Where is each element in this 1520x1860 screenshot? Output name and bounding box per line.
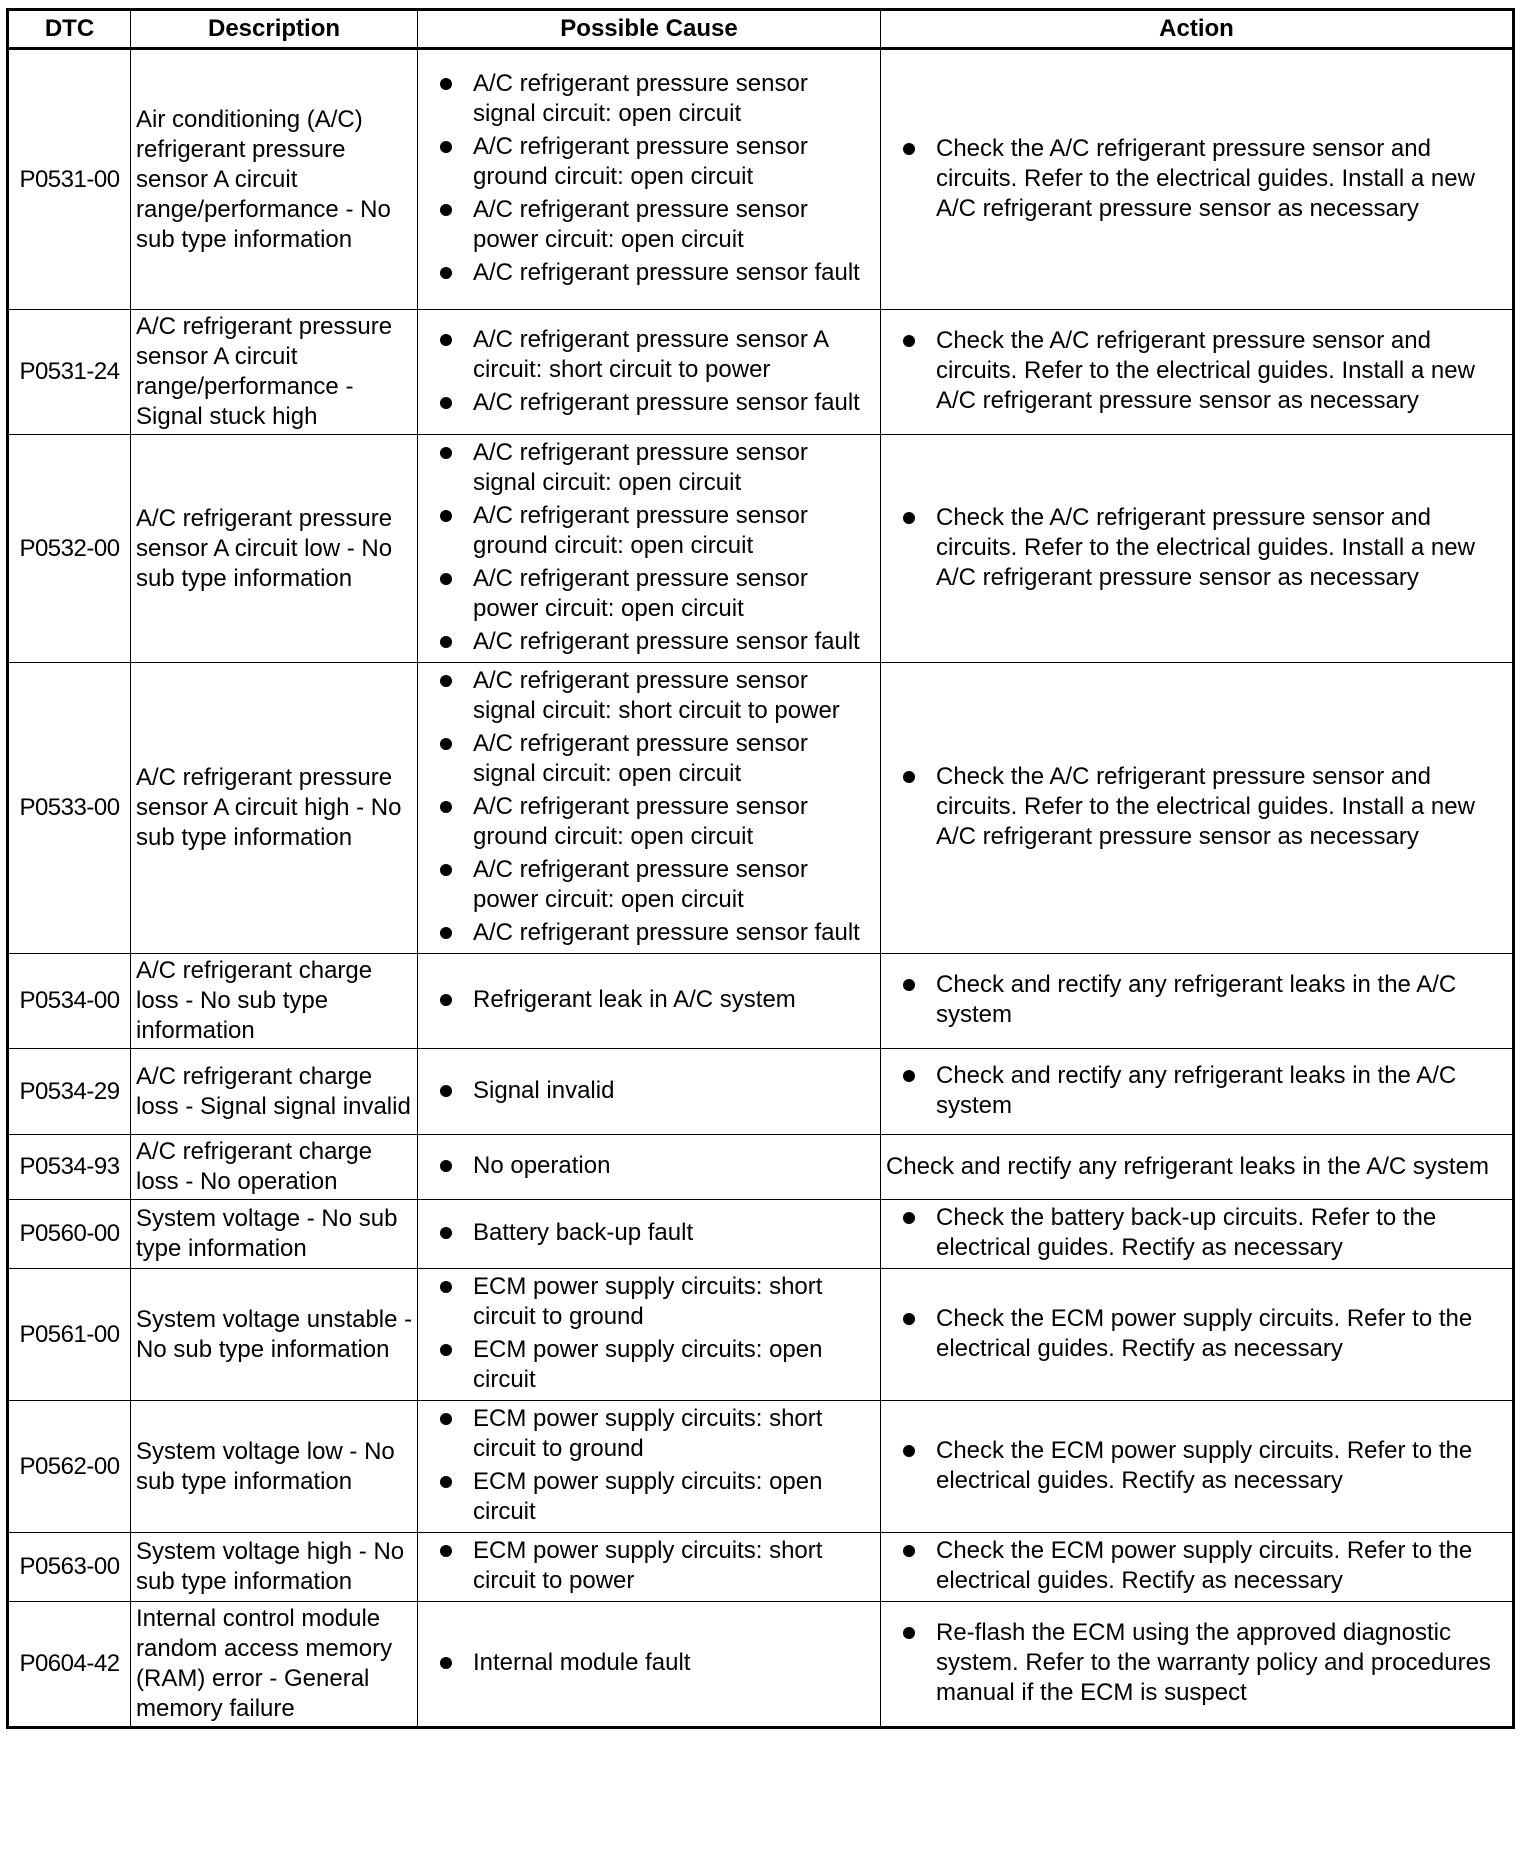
table-row xyxy=(8,310,1514,435)
action-list xyxy=(881,1058,1512,1126)
action-cell xyxy=(881,1135,1514,1200)
action-item: Check the A/C refrigerant pressure sensor and circuits. Refer to the electrical guides. Install a new A/C refrigerant pressure sensor as necessary xyxy=(936,326,1504,416)
dtc-code: P0534-29 xyxy=(8,1049,131,1135)
possible-cause-item: A/C refrigerant pressure sensor signal circuit: short circuit to power xyxy=(473,666,872,726)
possible-cause-item: A/C refrigerant pressure sensor A circuit: short circuit to power xyxy=(473,325,872,385)
possible-cause-item: A/C refrigerant pressure sensor fault xyxy=(473,627,872,657)
dtc-code: P0531-24 xyxy=(8,310,131,435)
action-cell xyxy=(881,1602,1514,1728)
possible-cause-item: A/C refrigerant pressure sensor fault xyxy=(473,258,872,288)
action-item: Check and rectify any refrigerant leaks in the A/C system xyxy=(936,970,1504,1030)
action-cell xyxy=(881,1269,1514,1401)
possible-cause-cell xyxy=(418,1401,881,1533)
action-text: Check and rectify any refrigerant leaks in the A/C system xyxy=(886,1153,1489,1180)
possible-cause-list xyxy=(418,1073,880,1111)
dtc-code: P0531-00 xyxy=(8,49,131,310)
action-list xyxy=(881,131,1512,229)
dtc-code: P0534-00 xyxy=(8,954,131,1049)
possible-cause-item: A/C refrigerant pressure sensor signal circuit: open circuit xyxy=(473,729,872,789)
table-header-row xyxy=(8,10,1514,49)
action-cell xyxy=(881,954,1514,1049)
dtc-description: System voltage unstable - No sub type information xyxy=(131,1269,418,1401)
action-list xyxy=(881,1615,1512,1713)
table-row xyxy=(8,1602,1514,1728)
header-possible-cause: Possible Cause xyxy=(418,10,881,49)
possible-cause-list xyxy=(418,663,880,953)
possible-cause-list xyxy=(418,435,880,662)
possible-cause-cell xyxy=(418,1533,881,1602)
header-description: Description xyxy=(131,10,418,49)
table-row xyxy=(8,1049,1514,1135)
action-list xyxy=(881,1433,1512,1501)
possible-cause-item: A/C refrigerant pressure sensor fault xyxy=(473,918,872,948)
possible-cause-item: Battery back-up fault xyxy=(473,1218,872,1248)
dtc-description: A/C refrigerant charge loss - Signal signal invalid xyxy=(131,1049,418,1135)
table-row xyxy=(8,1200,1514,1269)
dtc-code: P0533-00 xyxy=(8,663,131,954)
possible-cause-item: A/C refrigerant pressure sensor ground circuit: open circuit xyxy=(473,132,872,192)
possible-cause-cell xyxy=(418,1135,881,1200)
possible-cause-item: Refrigerant leak in A/C system xyxy=(473,985,872,1015)
dtc-code: P0560-00 xyxy=(8,1200,131,1269)
possible-cause-item: Signal invalid xyxy=(473,1076,872,1106)
possible-cause-item: A/C refrigerant pressure sensor ground circuit: open circuit xyxy=(473,792,872,852)
possible-cause-item: A/C refrigerant pressure sensor signal circuit: open circuit xyxy=(473,438,872,498)
dtc-code: P0563-00 xyxy=(8,1533,131,1602)
possible-cause-item: ECM power supply circuits: open circuit xyxy=(473,1467,872,1527)
possible-cause-item: Internal module fault xyxy=(473,1648,872,1678)
dtc-description: A/C refrigerant pressure sensor A circuit low - No sub type information xyxy=(131,435,418,663)
dtc-description: System voltage low - No sub type information xyxy=(131,1401,418,1533)
action-item: Check the battery back-up circuits. Refer to the electrical guides. Rectify as necessary xyxy=(936,1203,1504,1263)
possible-cause-item: A/C refrigerant pressure sensor power circuit: open circuit xyxy=(473,855,872,915)
table-body xyxy=(8,49,1514,1728)
dtc-table xyxy=(6,8,1515,1729)
dtc-description: A/C refrigerant charge loss - No sub type information xyxy=(131,954,418,1049)
possible-cause-list xyxy=(418,1269,880,1400)
table-row xyxy=(8,954,1514,1049)
action-cell xyxy=(881,310,1514,435)
action-cell xyxy=(881,1200,1514,1269)
header-action: Action xyxy=(881,10,1514,49)
action-list xyxy=(881,967,1512,1035)
possible-cause-item: A/C refrigerant pressure sensor power circuit: open circuit xyxy=(473,195,872,255)
possible-cause-item: No operation xyxy=(473,1151,872,1181)
action-item: Check the A/C refrigerant pressure sensor and circuits. Refer to the electrical guides. Install a new A/C refrigerant pressure sensor as necessary xyxy=(936,503,1504,593)
action-list xyxy=(881,1301,1512,1369)
table-row xyxy=(8,663,1514,954)
possible-cause-list xyxy=(418,1645,880,1683)
action-item: Check and rectify any refrigerant leaks in the A/C system xyxy=(936,1061,1504,1121)
action-list xyxy=(881,1200,1512,1268)
dtc-description: System voltage high - No sub type information xyxy=(131,1533,418,1602)
possible-cause-cell xyxy=(418,310,881,435)
header-dtc: DTC xyxy=(8,10,131,49)
action-list xyxy=(881,323,1512,421)
action-item: Check the ECM power supply circuits. Refer to the electrical guides. Rectify as necessary xyxy=(936,1436,1504,1496)
possible-cause-cell xyxy=(418,1200,881,1269)
possible-cause-cell xyxy=(418,49,881,310)
possible-cause-list xyxy=(418,322,880,423)
possible-cause-list xyxy=(418,1401,880,1532)
table-row xyxy=(8,1269,1514,1401)
action-list xyxy=(881,759,1512,857)
table-row xyxy=(8,49,1514,310)
possible-cause-list xyxy=(418,66,880,293)
dtc-code: P0561-00 xyxy=(8,1269,131,1401)
dtc-description: A/C refrigerant pressure sensor A circuit range/performance - Signal stuck high xyxy=(131,310,418,435)
dtc-description: Internal control module random access memory (RAM) error - General memory failure xyxy=(131,1602,418,1728)
dtc-code: P0534-93 xyxy=(8,1135,131,1200)
possible-cause-cell xyxy=(418,1269,881,1401)
dtc-description: A/C refrigerant pressure sensor A circuit high - No sub type information xyxy=(131,663,418,954)
possible-cause-item: A/C refrigerant pressure sensor ground circuit: open circuit xyxy=(473,501,872,561)
dtc-description: Air conditioning (A/C) refrigerant pressure sensor A circuit range/performance - No sub type information xyxy=(131,49,418,310)
dtc-code: P0562-00 xyxy=(8,1401,131,1533)
action-item: Re-flash the ECM using the approved diagnostic system. Refer to the warranty policy and procedures manual if the ECM is suspect xyxy=(936,1618,1504,1708)
possible-cause-item: ECM power supply circuits: short circuit to ground xyxy=(473,1404,872,1464)
possible-cause-cell xyxy=(418,435,881,663)
possible-cause-cell xyxy=(418,954,881,1049)
possible-cause-cell xyxy=(418,663,881,954)
action-item: Check the ECM power supply circuits. Refer to the electrical guides. Rectify as necessary xyxy=(936,1536,1504,1596)
dtc-code: P0532-00 xyxy=(8,435,131,663)
action-list xyxy=(881,1533,1512,1601)
action-cell xyxy=(881,1533,1514,1602)
action-cell xyxy=(881,49,1514,310)
action-cell xyxy=(881,663,1514,954)
possible-cause-item: A/C refrigerant pressure sensor power circuit: open circuit xyxy=(473,564,872,624)
action-cell xyxy=(881,1049,1514,1135)
possible-cause-item: ECM power supply circuits: open circuit xyxy=(473,1335,872,1395)
possible-cause-list xyxy=(418,1148,880,1186)
table-row xyxy=(8,1135,1514,1200)
possible-cause-cell xyxy=(418,1602,881,1728)
dtc-code: P0604-42 xyxy=(8,1602,131,1728)
action-item: Check the ECM power supply circuits. Refer to the electrical guides. Rectify as necessary xyxy=(936,1304,1504,1364)
action-list xyxy=(881,500,1512,598)
possible-cause-item: A/C refrigerant pressure sensor fault xyxy=(473,388,872,418)
possible-cause-item: ECM power supply circuits: short circuit to power xyxy=(473,1536,872,1596)
table-row xyxy=(8,1533,1514,1602)
table-row xyxy=(8,1401,1514,1533)
action-item: Check the A/C refrigerant pressure sensor and circuits. Refer to the electrical guides. Install a new A/C refrigerant pressure sensor as necessary xyxy=(936,134,1504,224)
table-row xyxy=(8,435,1514,663)
possible-cause-item: ECM power supply circuits: short circuit to ground xyxy=(473,1272,872,1332)
action-cell xyxy=(881,435,1514,663)
possible-cause-list xyxy=(418,1215,880,1253)
possible-cause-list xyxy=(418,982,880,1020)
action-item: Check the A/C refrigerant pressure sensor and circuits. Refer to the electrical guides. Install a new A/C refrigerant pressure sensor as necessary xyxy=(936,762,1504,852)
dtc-description: System voltage - No sub type information xyxy=(131,1200,418,1269)
possible-cause-list xyxy=(418,1533,880,1601)
possible-cause-item: A/C refrigerant pressure sensor signal circuit: open circuit xyxy=(473,69,872,129)
possible-cause-cell xyxy=(418,1049,881,1135)
dtc-description: A/C refrigerant charge loss - No operation xyxy=(131,1135,418,1200)
action-cell xyxy=(881,1401,1514,1533)
